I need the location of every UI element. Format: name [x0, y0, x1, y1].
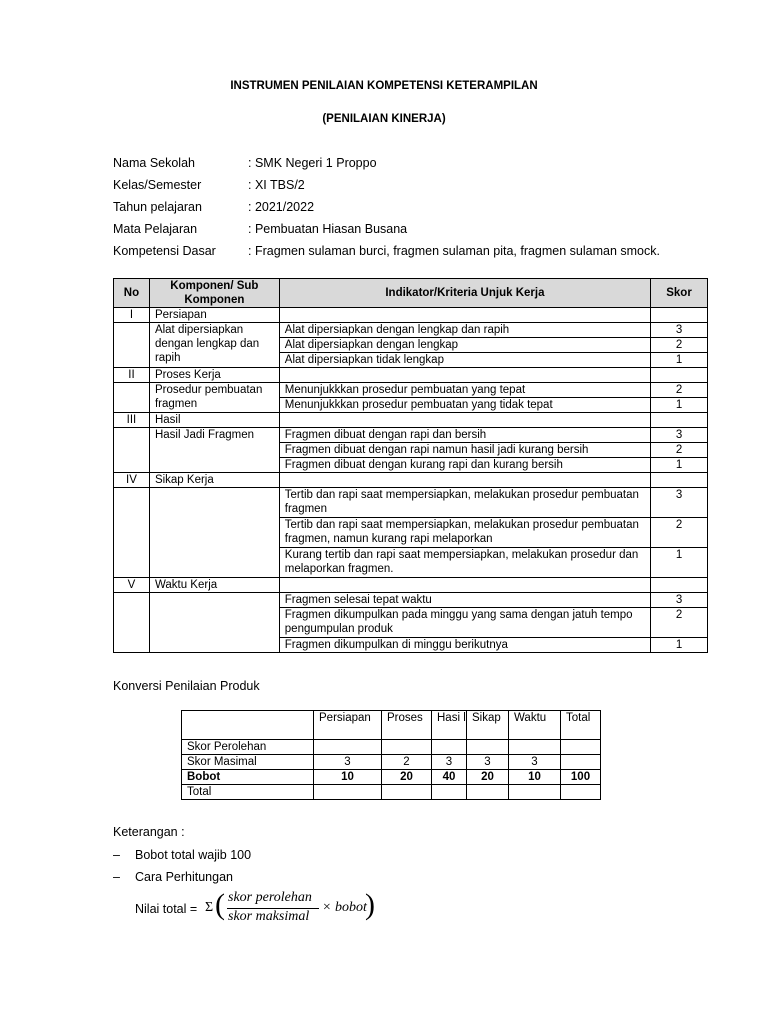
section-no: IV [114, 473, 150, 488]
assessment-table [113, 278, 708, 653]
info-value: : 2021/2022 [248, 200, 315, 214]
indicator: Tertib dan rapi saat mempersiapkan, melakukan prosedur pembuatan fragmen, namun kurang rapi melaporkan [279, 518, 650, 548]
indicator: Fragmen dibuat dengan rapi dan bersih [279, 428, 650, 443]
col-proses: Proses [382, 711, 432, 740]
indicator: Fragmen dikumpulkan di minggu berikutnya [279, 638, 650, 653]
header-indikator: Indikator/Kriteria Unjuk Kerja [279, 279, 650, 308]
score: 2 [651, 383, 708, 398]
bullet: – [113, 870, 120, 884]
info-value: : XI TBS/2 [248, 178, 305, 192]
table-row [114, 488, 708, 518]
score: 1 [651, 458, 708, 473]
col-total: Total [561, 711, 601, 740]
score: 1 [651, 638, 708, 653]
section-no: I [114, 308, 150, 323]
col-waktu: Waktu [509, 711, 561, 740]
score: 1 [651, 353, 708, 368]
numerator: skor perolehan [228, 890, 312, 905]
indicator: Alat dipersiapkan tidak lengkap [279, 353, 650, 368]
indicator: Fragmen dibuat dengan rapi namun hasil jadi kurang bersih [279, 443, 650, 458]
indicator: Fragmen dikumpulkan pada minggu yang sama dengan jatuh tempo pengumpulan produk [279, 608, 650, 638]
keterangan-heading: Keterangan : [113, 825, 185, 839]
section-no: III [114, 413, 150, 428]
indicator: Menunjukkkan prosedur pembuatan yang tepat [279, 383, 650, 398]
info-value: : SMK Negeri 1 Proppo [248, 156, 377, 170]
score: 1 [651, 548, 708, 578]
col-persiapan: Persiapan [314, 711, 382, 740]
table-row: Bobot 10 20 40 20 10 100 [182, 770, 601, 785]
paren-left: ( [215, 888, 225, 921]
section-row [114, 413, 708, 428]
row-label: Bobot [182, 770, 314, 785]
indicator: Alat dipersiapkan dengan lengkap dan rapih [279, 323, 650, 338]
conversion-table [181, 710, 601, 800]
score: 1 [651, 398, 708, 413]
table-row [114, 383, 708, 398]
list-item-text: Cara Perhitungan [135, 870, 233, 884]
indicator: Alat dipersiapkan dengan lengkap [279, 338, 650, 353]
section-title: Proses Kerja [149, 368, 279, 383]
info-label: Tahun pelajaran [113, 200, 202, 214]
list-item [113, 870, 233, 884]
section-no: II [114, 368, 150, 383]
sigma-symbol: Σ [205, 900, 214, 915]
header-skor: Skor [651, 279, 708, 308]
indicator: Fragmen selesai tepat waktu [279, 593, 650, 608]
table-header-row [114, 279, 708, 308]
section-no: V [114, 578, 150, 593]
sub-component: Hasil Jadi Fragmen [149, 428, 279, 473]
score: 2 [651, 518, 708, 548]
konversi-heading: Konversi Penilaian Produk [113, 679, 260, 693]
col-hasil: Hasi l [432, 711, 467, 740]
row-label: Total [182, 785, 314, 800]
document-subtitle: (PENILAIAN KINERJA) [322, 113, 446, 125]
section-row [114, 368, 708, 383]
list-item-text: Bobot total wajib 100 [135, 848, 252, 862]
section-row [114, 578, 708, 593]
info-value: : Fragmen sulaman burci, fragmen sulaman pita, fragmen sulaman smock. [248, 244, 660, 258]
indicator: Fragmen dibuat dengan kurang rapi dan kurang bersih [279, 458, 650, 473]
paren-right: ) [365, 888, 375, 921]
section-title: Hasil [149, 413, 279, 428]
score: 3 [651, 593, 708, 608]
sub-component: Prosedur pembuatan fragmen [149, 383, 279, 413]
score: 3 [651, 323, 708, 338]
score: 3 [651, 428, 708, 443]
score: 2 [651, 338, 708, 353]
list-item [113, 848, 252, 862]
header-no: No [114, 279, 150, 308]
table-row [182, 740, 601, 755]
denominator: skor maksimal [228, 909, 310, 924]
section-title: Sikap Kerja [149, 473, 279, 488]
section-row [114, 473, 708, 488]
col-sikap: Sikap [467, 711, 509, 740]
section-title: Persiapan [149, 308, 279, 323]
header-komponen: Komponen/ Sub Komponen [149, 279, 279, 308]
score: 2 [651, 443, 708, 458]
table-row: Skor Masimal 3 2 3 3 3 [182, 755, 601, 770]
table-row [114, 428, 708, 443]
info-label: Mata Pelajaran [113, 222, 198, 236]
section-title: Waktu Kerja [149, 578, 279, 593]
info-value: : Pembuatan Hiasan Busana [248, 222, 408, 236]
info-label: Kelas/Semester [113, 178, 202, 192]
info-label: Kompetensi Dasar [113, 244, 216, 258]
score: 3 [651, 488, 708, 518]
conversion-header-row [182, 711, 601, 740]
table-row [114, 593, 708, 608]
row-label: Skor Masimal [182, 755, 314, 770]
section-row [114, 308, 708, 323]
times-bobot: × bobot [322, 900, 367, 915]
info-label: Nama Sekolah [113, 156, 195, 170]
score: 2 [651, 608, 708, 638]
indicator: Kurang tertib dan rapi saat mempersiapkan, melakukan prosedur dan melaporkan fragmen. [279, 548, 650, 578]
indicator: Tertib dan rapi saat mempersiapkan, melakukan prosedur pembuatan fragmen [279, 488, 650, 518]
table-row [182, 785, 601, 800]
table-row [114, 323, 708, 338]
document-title: INSTRUMEN PENILAIAN KOMPETENSI KETERAMPILAN [230, 80, 538, 92]
sub-component: Alat dipersiapkan dengan lengkap dan rapih [149, 323, 279, 368]
row-label: Skor Perolehan [182, 740, 314, 755]
indicator: Menunjukkkan prosedur pembuatan yang tidak tepat [279, 398, 650, 413]
bullet: – [113, 848, 120, 862]
formula-label: Nilai total = [135, 902, 198, 916]
